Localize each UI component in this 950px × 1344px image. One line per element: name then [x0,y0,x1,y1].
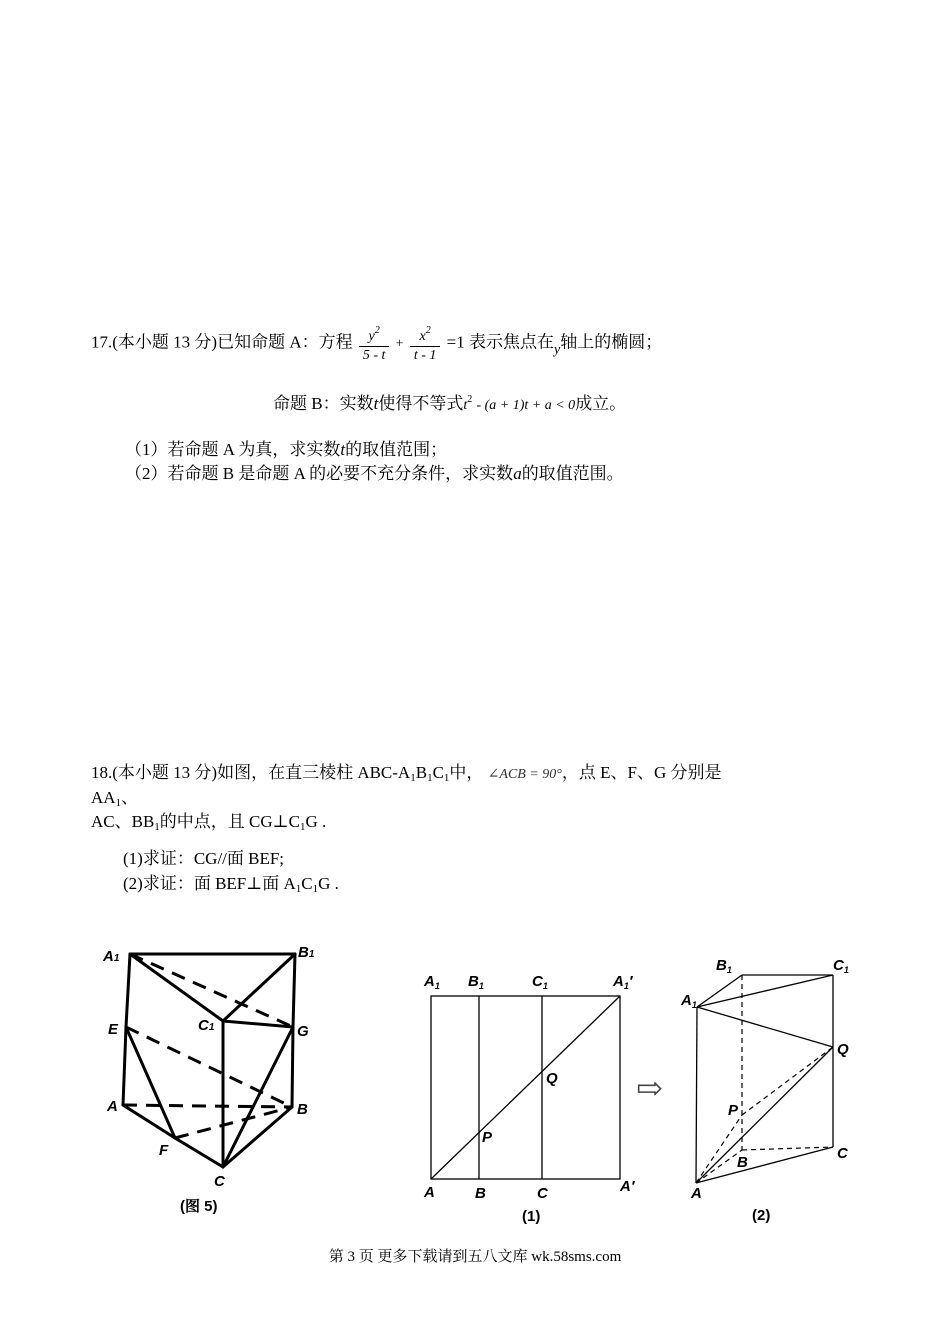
ineq-sup: 2 [467,394,473,405]
var-t: t [373,394,379,413]
p18-q2-a: (2)求证：面 BEF⊥面 A [123,874,296,893]
figure-5-prism [90,935,340,1225]
frac2-sup: 2 [425,325,431,336]
label-C-bottom: C [537,1185,548,1202]
angle-acb: ∠ACB = 90° [487,767,562,782]
label-B-bottom: B [475,1185,486,1202]
p18-q1-text: (1)求证：CG//面 BEF; [123,849,285,868]
sub1: 1 [443,772,450,784]
label-A1: $A_1$ [681,992,697,1010]
sub1: 1 [115,797,122,809]
label-C: C [214,1173,225,1190]
label-A-prime-bottom: A′ [620,1178,635,1195]
page-footer: 第 3 页 更多下载请到五八文库 wk.58sms.com [328,1249,622,1265]
q1-prefix: （1）若命题 A 为真，求实数 [125,440,341,459]
ineq-rest: - (a + 1)t + a < 0 [476,398,576,413]
problem18-q2 [123,872,339,901]
problem17-line1 [91,322,662,365]
fraction-x2 [410,322,441,365]
p18-text-c: C [432,763,444,782]
p18-text-b: B [415,763,428,782]
p18-sep: 、 [121,788,139,807]
sub1: 1 [427,772,433,784]
figure-1-net [415,965,655,1230]
label-B1-top: $B_1$ [468,973,484,991]
ineq-t: t [463,398,468,413]
q2-var: a [513,464,522,483]
figure-1-caption: (1) [522,1208,541,1225]
frac1-num: y [368,329,375,344]
p18-line3-c: G . [305,812,327,831]
sub1: 1 [300,821,306,833]
label-A: A [107,1098,118,1115]
label-A: A [691,1185,702,1202]
problem17-q1 [125,438,447,462]
label-B1: B1 [298,944,315,961]
label-B: B [297,1101,308,1118]
sub1: 1 [410,772,416,784]
p18-q2-b: C [301,874,313,893]
label-F: F [159,1142,169,1159]
label-B: B [737,1154,748,1171]
label-P: P [728,1102,739,1119]
problem17-q2 [125,462,624,486]
problem18-line1 [91,761,861,790]
q1-var: t [340,440,346,459]
label-Q: Q [546,1070,558,1087]
sub1: 1 [154,821,160,833]
p18-text-d: 中， [449,763,484,782]
fraction-y2 [359,322,390,365]
p18-line3-a: AC、BB [91,812,155,831]
plus-sign: + [395,336,404,352]
label-A1-prime-top: $A_1'$ [613,973,633,991]
frac2-num: x [419,329,426,344]
label-C1: $C_1$ [833,957,849,975]
frac1-sup: 2 [374,325,380,336]
label-B1: $B_1$ [716,957,732,975]
label-A1-top: $A_1$ [424,973,440,991]
label-A1: A1 [103,948,120,965]
propB-mid: 使得不等式 [378,394,464,413]
problem18-q1 [123,847,284,871]
problem17-tail: 轴上的椭圆； [560,332,663,352]
label-C1-top: $C_1$ [532,973,548,991]
eq-tail: =1 表示焦点在 [446,332,554,352]
sub1: 1 [312,883,319,895]
arrow-icon: ⇨ [636,1070,663,1106]
label-C: C [837,1145,848,1162]
problem18-line3 [91,810,326,839]
figure-5-caption: (图 5) [180,1198,218,1215]
p18-text-a: 18.(本小题 13 分)如图，在直三棱柱 ABC-A [91,763,411,782]
sub1: 1 [295,883,302,895]
label-Q: Q [837,1041,849,1058]
q1-suffix: 的取值范围； [345,440,448,459]
problem17-header: 17.(本小题 13 分)已知命题 A：方程 [91,332,353,352]
p18-q2-c: G . [318,874,339,893]
label-G: G [297,1023,309,1040]
figure-2-caption: (2) [752,1207,771,1224]
label-P: P [482,1129,493,1146]
label-E: E [108,1021,119,1038]
p18-aa1: AA [91,788,116,807]
frac2-den: t - 1 [413,348,437,363]
q2-prefix: （2）若命题 B 是命题 A 的必要不充分条件，求实数 [125,464,514,483]
label-C1: C1 [198,1017,215,1034]
propB-suffix: 成立。 [575,394,627,413]
frac1-den: 5 - t [362,348,386,363]
q2-suffix: 的取值范围。 [521,464,624,483]
p18-text-e: ，点 E、F、G 分别是 [561,763,722,782]
figure-2-prism [681,950,860,1230]
label-A-bottom: A [424,1184,435,1201]
propB-prefix: 命题 B：实数 [273,394,374,413]
problem17-propB [273,388,626,418]
p18-line3-b: 的中点，且 CG⊥C [159,812,300,831]
var-y: y [553,342,561,358]
